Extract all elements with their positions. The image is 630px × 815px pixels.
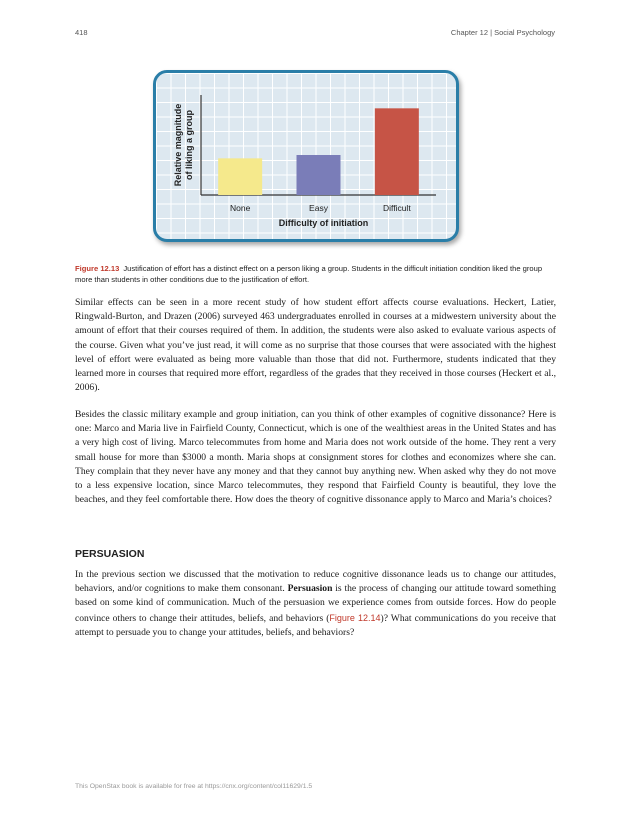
bar-none xyxy=(218,158,262,195)
figure-frame xyxy=(153,70,459,242)
persuasion-text-c: )? What communications do you receive that attempt to persuade you to change your attitudes, beliefs, and behaviors? xyxy=(75,612,556,638)
paragraph-heckert-study: Similar effects can be seen in a more recent study of how student effort affects course evaluations. Heckert, Latier, Ringwald-Burton, and Drazen (2006) surveyed 463 undergraduates enrolled in courses at a midwestern university about the amount of effort that their courses required of them. In addition, the students were also asked to evaluate various aspects of the course. Given what you’ve just read, it will come as no surprise that those courses that were associated with the highest level of effort were evaluated as being more valuable than those that did not. Furthermore, students indicated that they learned more in courses that required more effort, regardless of the grades that they received in those courses (Heckert et al., 2006). xyxy=(75,297,556,394)
persuasion-term: Persuasion xyxy=(287,583,333,595)
x-axis-label: Difficulty of initiation xyxy=(278,218,369,228)
y-axis-label-line2: of liking a group xyxy=(184,110,194,180)
paragraph-persuasion xyxy=(75,568,556,640)
figure-caption xyxy=(75,263,555,285)
section-heading: PERSUASION xyxy=(75,548,145,560)
figure-label: Figure 12.13 xyxy=(75,264,120,273)
y-axis-label-line1: Relative magnitude xyxy=(173,103,183,187)
persuasion-text-a: In the previous section we discussed that the motivation to reduce cognitive dissonance leads us to change our attitudes, behaviors, and/or cognitions to make them consonant. xyxy=(75,569,556,595)
chapter-header: Chapter 12 | Social Psychology xyxy=(450,28,555,37)
tick-label-difficult: Difficult xyxy=(382,203,411,213)
caption-text: Justification of effort has a distinct effect on a person liking a group. Students in the difficult initiation condition liked the group more than students in other conditions due to the justification of effort. xyxy=(75,264,543,284)
figure-reference-link[interactable]: Figure 12.14 xyxy=(329,612,381,623)
bar-difficult xyxy=(375,108,419,195)
page-number: 418 xyxy=(75,28,88,37)
bar-easy xyxy=(297,155,341,195)
tick-label-none: None xyxy=(230,203,251,213)
paragraph-marco-maria: Besides the classic military example and group initiation, can you think of other examples of cognitive dissonance? Here is one: Marco and Maria live in Fairfield County, Connecticut, which is one of the wealthiest areas in the United States and has a very high cost of living. Marco telecommutes from home and Maria does not work outside of the home. They rent a very small house for more than $3000 a month. Maria shops at consignment stores for clothes and economizes where she can. They complain that they never have any money and that they cannot buy anything new. When asked why they do not move to a less expensive location, since Marco telecommutes, they respond that Fairfield County is beautiful, they love the beaches, and they feel comfortable there. How does the theory of cognitive dissonance apply to Marco and Maria’s choices? xyxy=(75,409,556,506)
footer-note: This OpenStax book is available for free at https://cnx.org/content/col11629/1.5 xyxy=(75,783,313,790)
tick-label-easy: Easy xyxy=(309,203,328,213)
bar-chart xyxy=(156,73,456,239)
persuasion-text-b: is the process of changing our attitude toward something based on some kind of communication. Much of the persuasion we experience comes from outside forces. How do people convince others to change their attitudes, beliefs, and behaviors ( xyxy=(75,583,556,624)
